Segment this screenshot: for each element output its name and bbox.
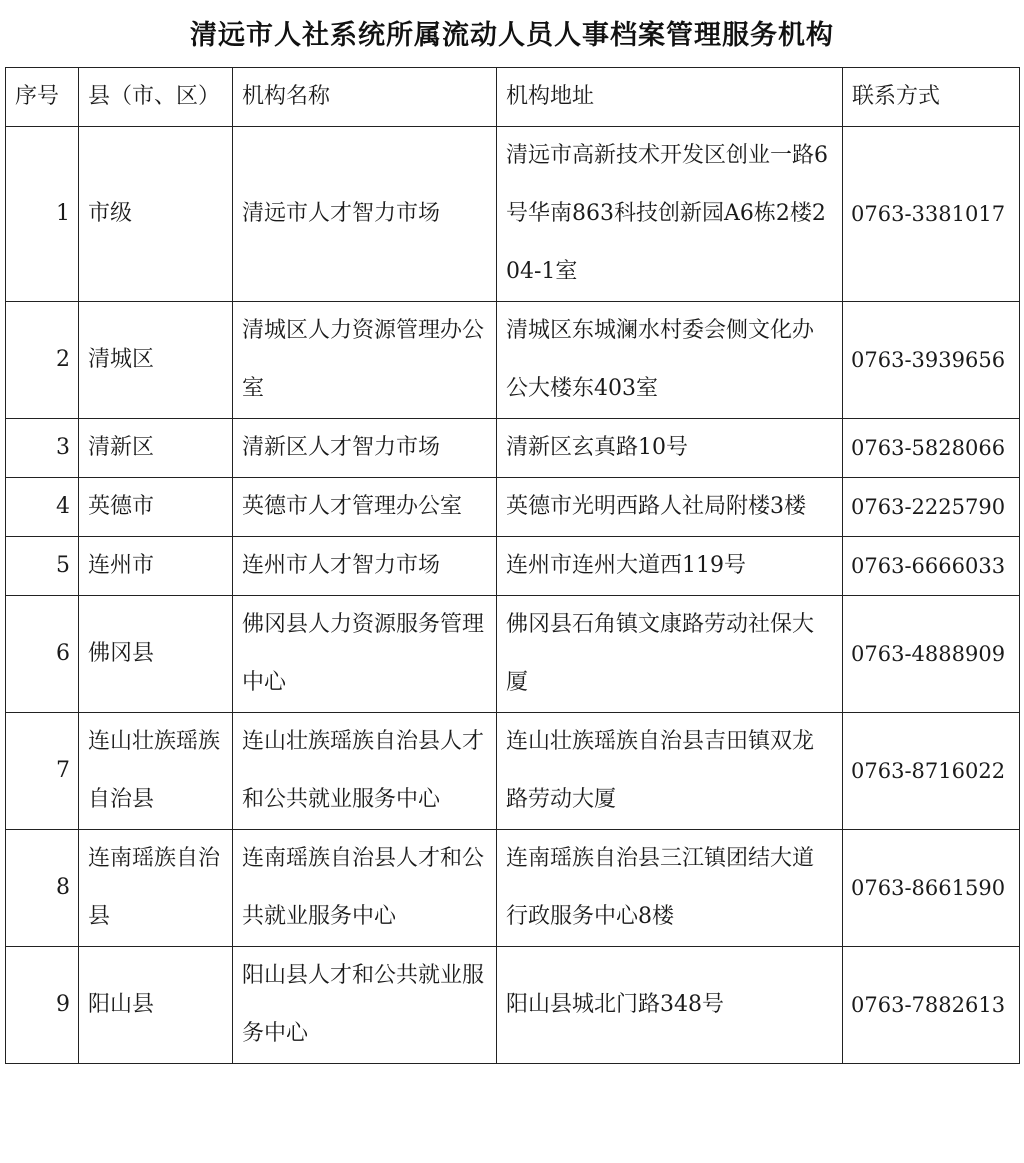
row-agency-name: 连州市人才智力市场 bbox=[233, 537, 497, 596]
header-agency-name: 机构名称 bbox=[233, 68, 497, 127]
row-agency-name: 阳山县人才和公共就业服务中心 bbox=[233, 947, 497, 1064]
row-county: 连山壮族瑶族自治县 bbox=[79, 713, 233, 830]
row-agency-name: 佛冈县人力资源服务管理中心 bbox=[233, 596, 497, 713]
table-row bbox=[6, 478, 1020, 537]
row-agency-address: 阳山县城北门路348号 bbox=[497, 947, 843, 1064]
row-index: 7 bbox=[6, 713, 79, 830]
table-row bbox=[6, 713, 1020, 830]
row-agency-name: 连南瑶族自治县人才和公共就业服务中心 bbox=[233, 830, 497, 947]
table-header-row bbox=[6, 68, 1020, 127]
row-agency-address: 佛冈县石角镇文康路劳动社保大厦 bbox=[497, 596, 843, 713]
header-county: 县（市、区） bbox=[79, 68, 233, 127]
row-agency-name: 清城区人力资源管理办公室 bbox=[233, 302, 497, 419]
row-agency-address: 连州市连州大道西119号 bbox=[497, 537, 843, 596]
row-phone: 0763-3381017 bbox=[843, 127, 1020, 302]
row-phone: 0763-8716022 bbox=[843, 713, 1020, 830]
row-agency-address: 清新区玄真路10号 bbox=[497, 419, 843, 478]
row-agency-address: 清城区东城澜水村委会侧文化办公大楼东403室 bbox=[497, 302, 843, 419]
row-phone: 0763-5828066 bbox=[843, 419, 1020, 478]
row-county: 连南瑶族自治县 bbox=[79, 830, 233, 947]
row-phone: 0763-4888909 bbox=[843, 596, 1020, 713]
table-row bbox=[6, 830, 1020, 947]
header-index: 序号 bbox=[6, 68, 79, 127]
row-index: 3 bbox=[6, 419, 79, 478]
row-phone: 0763-3939656 bbox=[843, 302, 1020, 419]
table-row bbox=[6, 596, 1020, 713]
row-index: 4 bbox=[6, 478, 79, 537]
table-row bbox=[6, 947, 1020, 1064]
row-county: 阳山县 bbox=[79, 947, 233, 1064]
row-agency-name: 清新区人才智力市场 bbox=[233, 419, 497, 478]
row-county: 清新区 bbox=[79, 419, 233, 478]
row-index: 2 bbox=[6, 302, 79, 419]
row-county: 市级 bbox=[79, 127, 233, 302]
table-row bbox=[6, 302, 1020, 419]
row-county: 连州市 bbox=[79, 537, 233, 596]
row-agency-address: 连南瑶族自治县三江镇团结大道行政服务中心8楼 bbox=[497, 830, 843, 947]
row-phone: 0763-2225790 bbox=[843, 478, 1020, 537]
header-agency-address: 机构地址 bbox=[497, 68, 843, 127]
table-row bbox=[6, 537, 1020, 596]
table-row bbox=[6, 127, 1020, 302]
row-phone: 0763-8661590 bbox=[843, 830, 1020, 947]
page-title: 清远市人社系统所属流动人员人事档案管理服务机构 bbox=[190, 20, 834, 51]
agency-table bbox=[5, 67, 1020, 1064]
row-index: 1 bbox=[6, 127, 79, 302]
row-county: 佛冈县 bbox=[79, 596, 233, 713]
header-contact: 联系方式 bbox=[843, 68, 1020, 127]
row-index: 6 bbox=[6, 596, 79, 713]
row-county: 英德市 bbox=[79, 478, 233, 537]
row-county: 清城区 bbox=[79, 302, 233, 419]
row-phone: 0763-6666033 bbox=[843, 537, 1020, 596]
row-agency-name: 英德市人才管理办公室 bbox=[233, 478, 497, 537]
row-agency-address: 清远市高新技术开发区创业一路6号华南863科技创新园A6栋2楼204-1室 bbox=[497, 127, 843, 302]
row-index: 9 bbox=[6, 947, 79, 1064]
row-agency-name: 连山壮族瑶族自治县人才和公共就业服务中心 bbox=[233, 713, 497, 830]
row-agency-name: 清远市人才智力市场 bbox=[233, 127, 497, 302]
row-index: 5 bbox=[6, 537, 79, 596]
row-phone: 0763-7882613 bbox=[843, 947, 1020, 1064]
row-agency-address: 英德市光明西路人社局附楼3楼 bbox=[497, 478, 843, 537]
row-agency-address: 连山壮族瑶族自治县吉田镇双龙路劳动大厦 bbox=[497, 713, 843, 830]
table-row bbox=[6, 419, 1020, 478]
row-index: 8 bbox=[6, 830, 79, 947]
